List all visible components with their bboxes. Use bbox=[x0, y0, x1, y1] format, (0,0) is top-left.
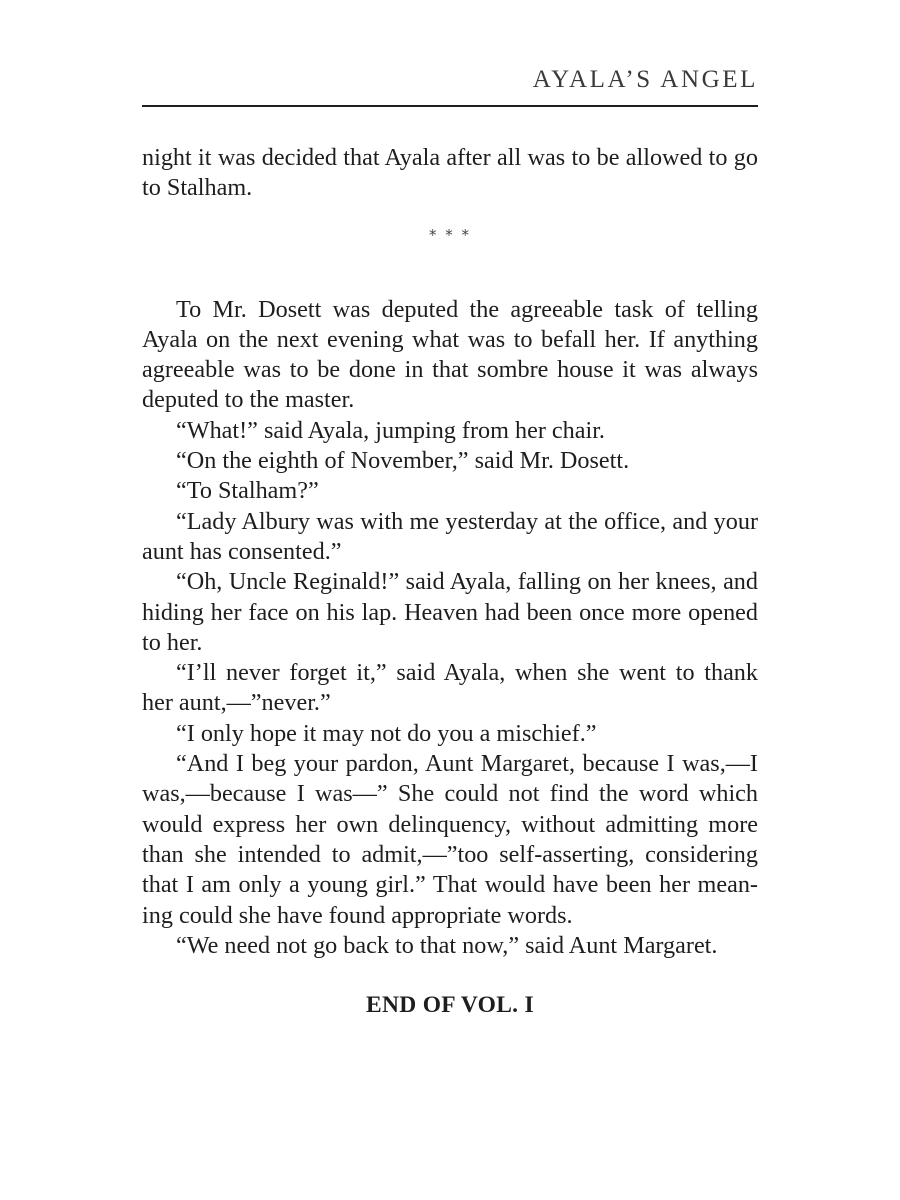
section-break-asterisks: * * * bbox=[428, 225, 472, 244]
paragraph: “What!” said Ayala, jumping from her chair. bbox=[176, 416, 605, 444]
paragraph: “To Stalham?” bbox=[176, 477, 319, 505]
paragraph: “And I beg your pardon, Aunt Margaret, because I was,—I was,—because I was—” She could not find the word which would express her own delinquency, without admitting more than she intended to admit,—”too self-asserting, considering that I am only a young girl.” That would have been her mean-ing could she have found appropriate words. bbox=[142, 750, 758, 929]
paragraph: To Mr. Dosett was deputed the agreeable task of telling Ayala on the next evening what was to befall her. If anything agreeable was to be done in that sombre house it was always deputed to the master. bbox=[142, 295, 758, 414]
paragraph: “On the eighth of November,” said Mr. Dosett. bbox=[176, 447, 630, 475]
paragraph: “We need not go back to that now,” said Aunt Margaret. bbox=[176, 931, 718, 959]
end-of-volume-heading: END OF VOL. I bbox=[366, 992, 534, 1018]
paragraph: “Oh, Uncle Reginald!” said Ayala, falling on her knees, and hiding her face on his lap. Heaven had been once more opened to her. bbox=[142, 568, 758, 656]
paragraph: “Lady Albury was with me yesterday at the office, and your aunt has consented.” bbox=[142, 507, 758, 565]
header-rule bbox=[142, 105, 758, 107]
continuation-paragraph: night it was decided that Ayala after all was to be allowed to go to Stalham. bbox=[142, 144, 758, 202]
section-break bbox=[142, 204, 758, 295]
paragraph: “I only hope it may not do you a mischief.” bbox=[176, 719, 597, 747]
paragraph: “I’ll never forget it,” said Ayala, when she went to thank her aunt,—”never.” bbox=[142, 659, 758, 717]
running-head: AYALA’S ANGEL bbox=[532, 66, 758, 93]
body-text bbox=[142, 143, 758, 961]
